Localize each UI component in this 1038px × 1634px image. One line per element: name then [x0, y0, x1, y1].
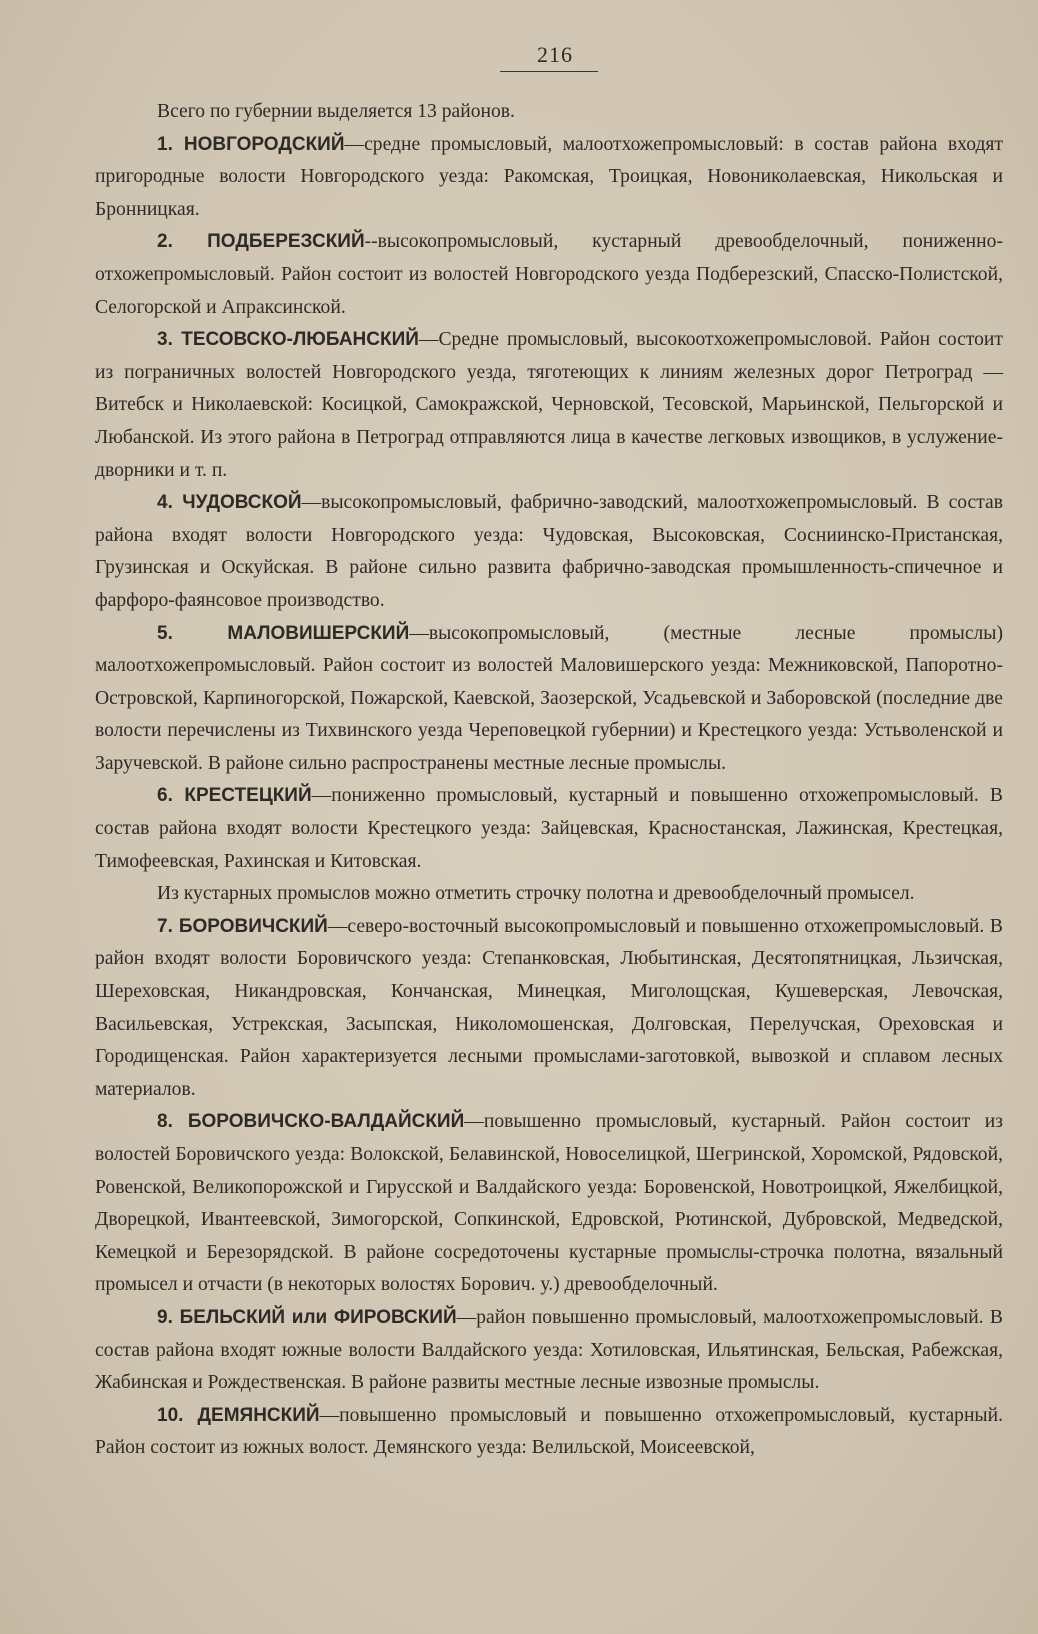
- district-heading: 1. НОВГОРОДСКИЙ: [157, 133, 345, 155]
- district-paragraph: [95, 226, 1003, 324]
- district-heading: 3. ТЕСОВСКО-ЛЮБАНСКИЙ: [157, 329, 419, 351]
- district-text: --высокопромысловый, кустарный древообделочный, пониженно-отхожепромысловый. Район состоит из волостей Новгородского уезда Подберезский, Спасско-Полистской, Селогорской и Апраксинской.: [95, 231, 1003, 318]
- district-text: —пониженно промысловый, кустарный и повышенно отхожепромысловый. В состав района входят волости Крестецкого уезда: Зайцевская, Красностанская, Лажинская, Крестецкая, Тимофеевская, Рахинская и Китовская.: [95, 785, 1003, 872]
- district-text: —высокопромысловый, (местные лесные промыслы) малоотхожепромысловый. Район состоит из волостей Маловишерского уезда: Межниковской, Папоротно-Островской, Карпиногорской, Пожарской, Каевской, Заозерской, Усадьевской и Заборовской (последние две волости перечислены из Тихвинского уезда Череповецкой губернии) и Крестецкого уезда: Устьволенской и Заручевской. В районе сильно распространены местные лесные промыслы.: [95, 622, 1003, 774]
- district-text: —повышенно промысловый, кустарный. Район состоит из волостей Боровичского уезда: Волокской, Белавинской, Новоселицкой, Шегринской, Хоромской, Рядовской, Ровенской, Великопорожской и Гирусской и Валдайского уезда: Боровенской, Новотроицкой, Яжелбицкой, Дворецкой, Ивантеевской, Зимогорской, Сопкинской, Едровской, Рютинской, Дубровской, Медведской, Кемецкой и Березорядской. В районе сосредоточены кустарные промыслы-строчка полотна, вязальный промысел и отчасти (в некоторых волостях Борович. у.) древообделочный.: [95, 1111, 1003, 1296]
- note-paragraph: [95, 878, 1003, 911]
- page-number: 216: [537, 42, 573, 67]
- district-heading: 5. МАЛОВИШЕРСКИЙ: [157, 622, 410, 644]
- district-paragraph: [95, 324, 1003, 487]
- district-paragraph: [95, 487, 1003, 617]
- district-paragraph: [95, 1302, 1003, 1400]
- district-paragraph: [95, 618, 1003, 781]
- district-heading: 10. ДЕМЯНСКИЙ: [157, 1404, 320, 1426]
- district-text: —северо-восточный высокопромысловый и повышенно отхожепромысловый. В район входят волости Боровичского уезда: Степанковская, Любытинская, Десятопятницкая, Льзичская, Шереховская, Никандровская, Кончанская, Минецкая, Миголощская, Кушеверская, Левочская, Васильевская, Устрекская, Засыпская, Николомошенская, Долговская, Перелучская, Ореховская и Городищенская. Район характеризуется лесными промыслами-заготовкой, вывозкой и сплавом лесных материалов.: [95, 915, 1003, 1100]
- district-heading: 9. БЕЛЬСКИЙ или ФИРОВСКИЙ: [157, 1306, 457, 1328]
- district-paragraph: [95, 129, 1003, 227]
- district-heading: 7. БОРОВИЧСКИЙ: [157, 915, 328, 937]
- district-text: —средне промысловый, малоотхожепромысловый: в состав района входят пригородные волости Новгородского уезда: Ракомская, Троицкая, Новониколаевская, Никольская и Бронницкая.: [95, 133, 1003, 220]
- district-text: —повышенно промысловый и повышенно отхожепромысловый, кустарный. Район состоит из южных волост. Демянского уезда: Велильской, Моисеевской,: [95, 1404, 1003, 1459]
- district-paragraph: [95, 1400, 1003, 1465]
- district-text: —район повышенно промысловый, малоотхожепромысловый. В состав района входят южные волости Валдайского уезда: Хотиловская, Ильятинская, Бельская, Рабежская, Жабинская и Рождественская. В районе развиты местные лесные извозные промыслы.: [95, 1306, 1003, 1394]
- district-paragraph: [95, 780, 1003, 878]
- district-text: —Средне промысловый, высокоотхожепромысловой. Район состоит из пограничных волостей Новгородского уезда, тяготеющих к линиям железных дорог Петроград — Витебск и Николаевской: Косицкой, Самокражской, Черновской, Тесовской, Марьинской, Пельгорской и Любанской. Из этого района в Петроград отправляются лица в качестве легковых извощиков, в услужение-дворники и т. п.: [95, 329, 1003, 481]
- district-text: —высокопромысловый, фабрично-заводский, малоотхожепромысловый. В состав района входят волости Новгородского уезда: Чудовская, Высоковская, Сосниинско-Пристанская, Грузинская и Оскуйская. В районе сильно развита фабрично-заводская промышленность-спичечное и фарфоро-фаянсовое производство.: [95, 492, 1003, 611]
- district-text: Из кустарных промыслов можно отметить строчку полотна и древообделочный промысел.: [157, 883, 915, 905]
- district-paragraph: [95, 1106, 1003, 1302]
- intro-paragraph: Всего по губернии выделяется 13 районов.: [157, 101, 515, 122]
- district-heading: 4. ЧУДОВСКОЙ: [157, 492, 302, 514]
- page-number-underline: [500, 71, 598, 72]
- district-paragraph: [95, 911, 1003, 1107]
- district-heading: 2. ПОДБЕРЕЗСКИЙ: [157, 231, 365, 253]
- body-text: [95, 96, 1003, 1465]
- district-heading: 8. БОРОВИЧСКО-ВАЛДАЙСКИЙ: [157, 1111, 465, 1133]
- district-heading: 6. КРЕСТЕЦКИЙ: [157, 785, 312, 807]
